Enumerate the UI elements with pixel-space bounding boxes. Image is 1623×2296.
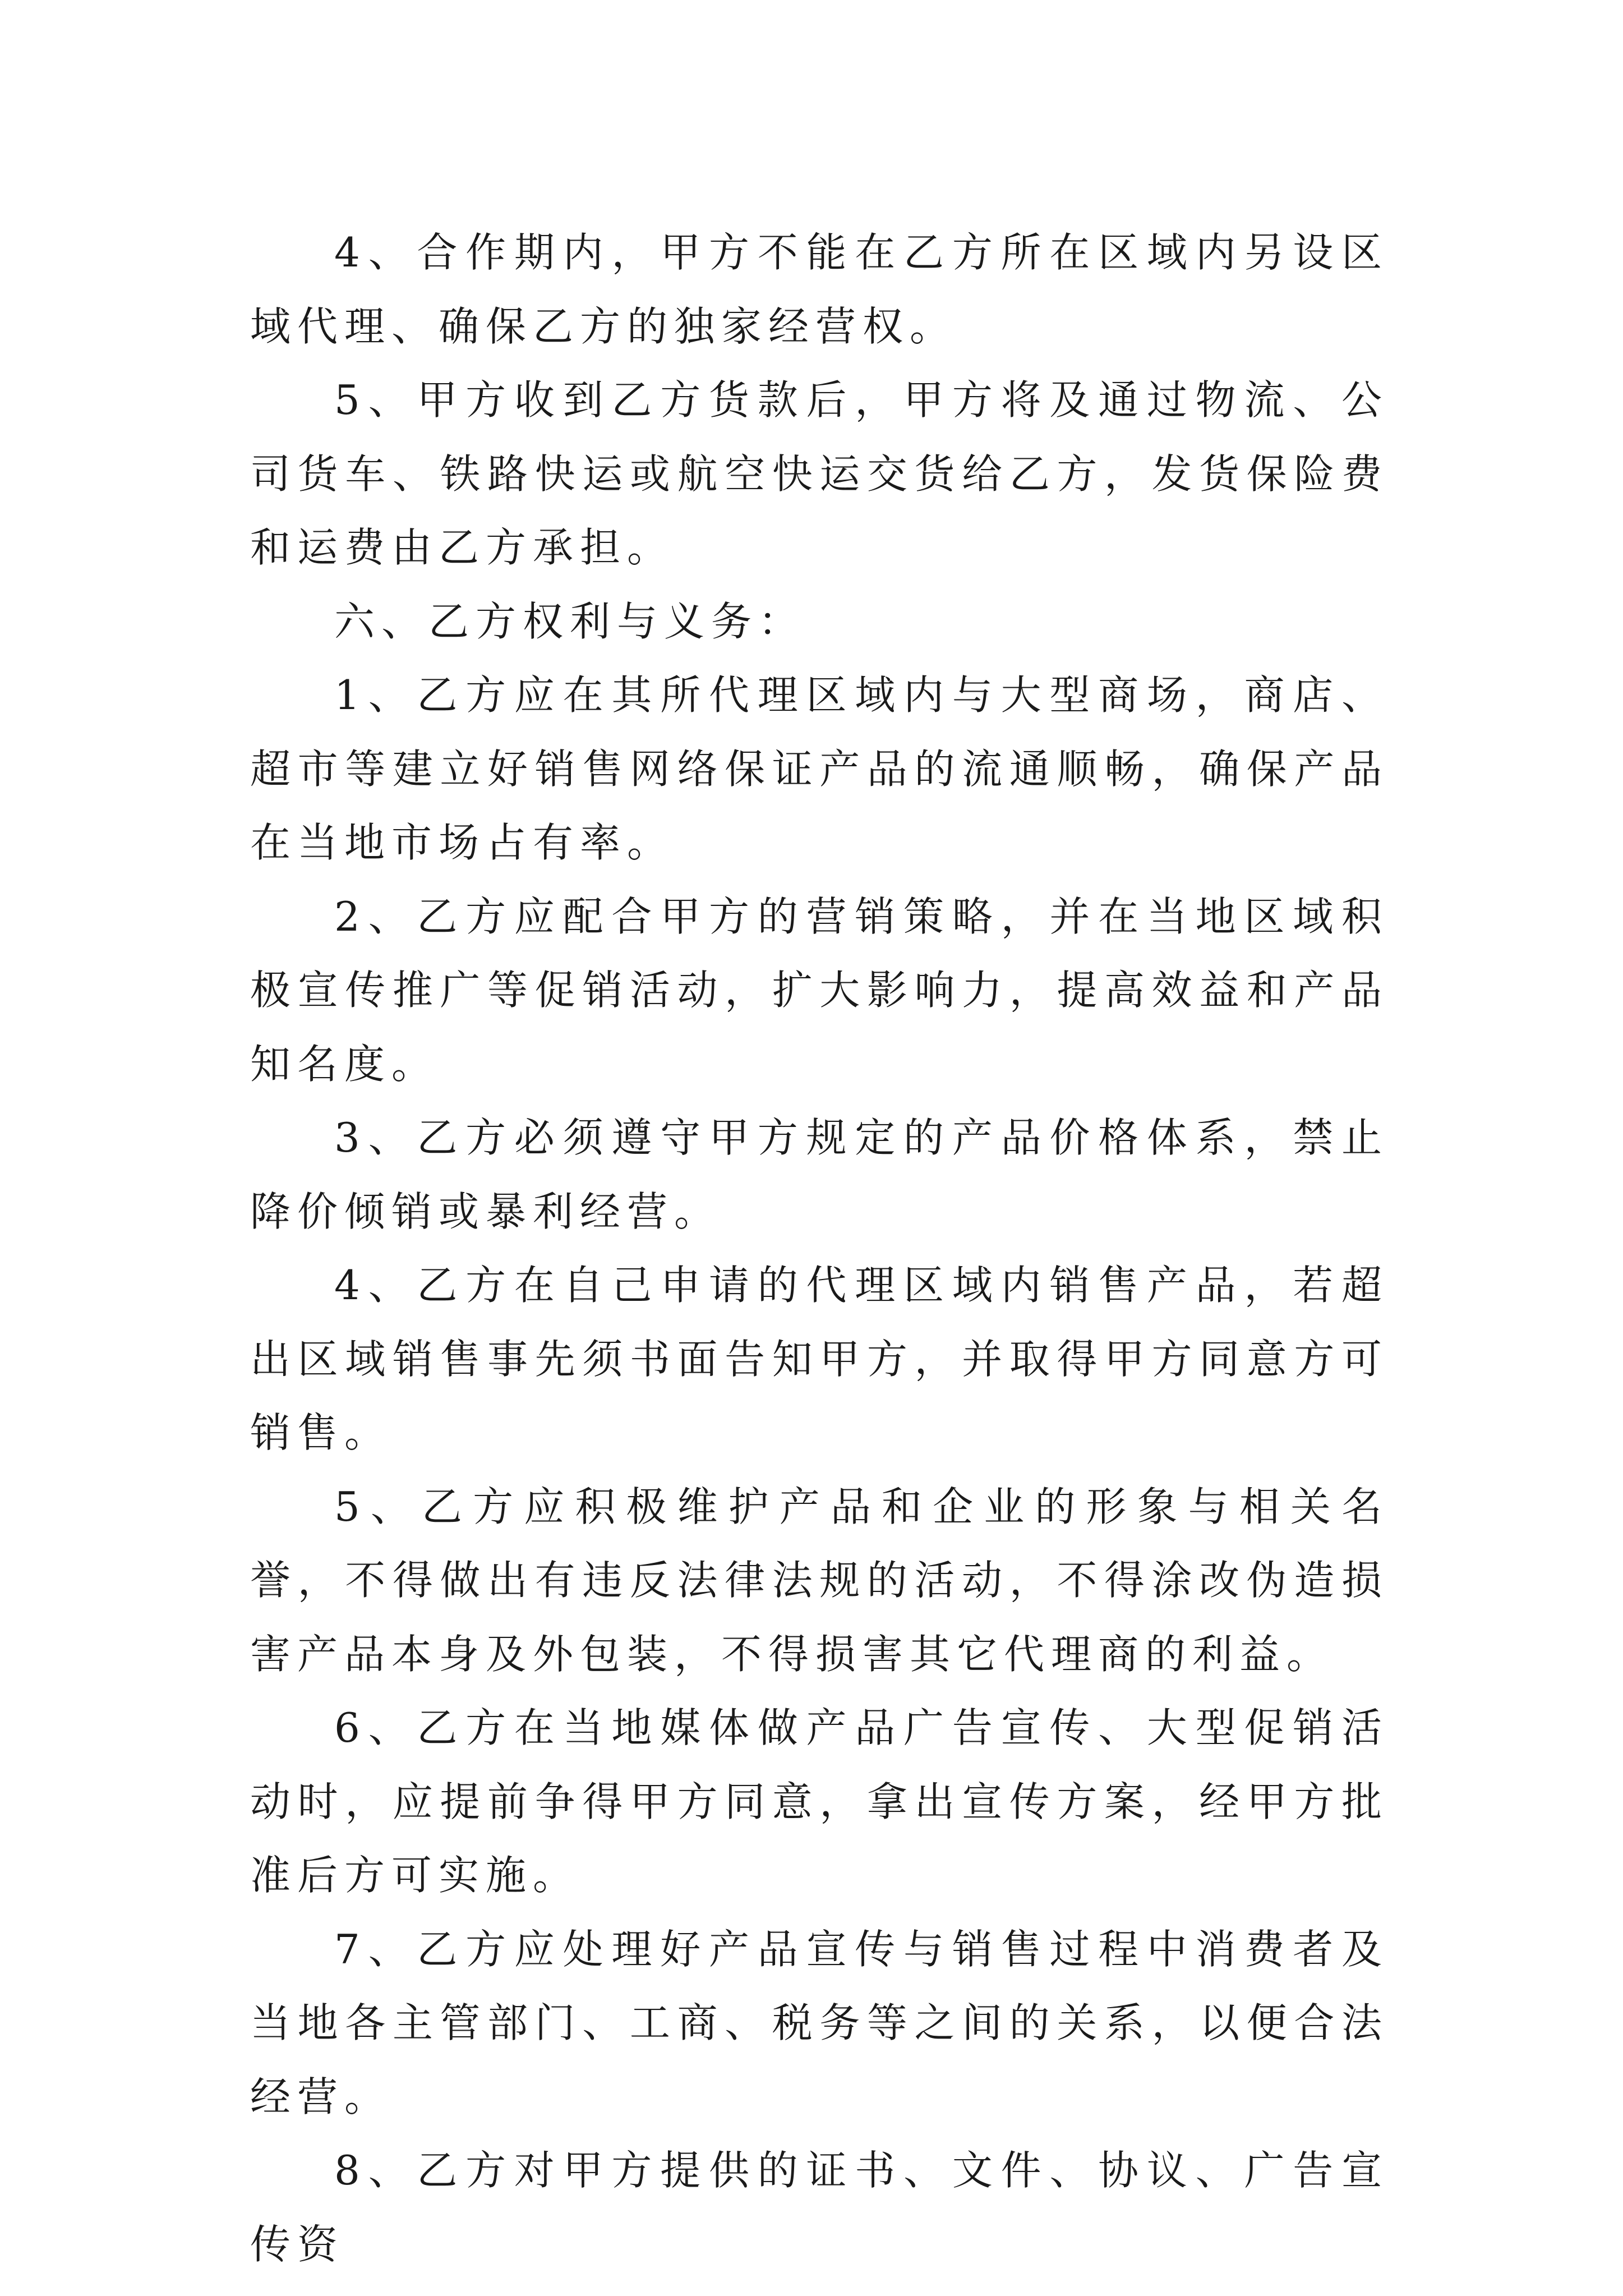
paragraph-b-clause-7: 7、乙方应处理好产品宣传与销售过程中消费者及当地各主管部门、工商、税务等之间的关系，以便合法经营。 [250,1925,1389,2120]
paragraph-clause-4-exclusive-rights: 4、合作期内，甲方不能在乙方所在区域内另设区域代理、确保乙方的独家经营权。 [250,229,1389,350]
paragraph-b-clause-3: 3、乙方必须遵守甲方规定的产品价格体系，禁止降价倾销或暴利经营。 [250,1114,1389,1235]
document-body [250,216,1389,2281]
paragraph-clause-5-delivery: 5、甲方收到乙方货款后，甲方将及通过物流、公司货车、铁路快运或航空快运交货给乙方，发货保险费和运费由乙方承担。 [250,376,1389,571]
paragraph-b-clause-8: 8、乙方对甲方提供的证书、文件、协议、广告宣传资 [250,2147,1389,2268]
paragraph-b-clause-1: 1、乙方应在其所代理区域内与大型商场，商店、超市等建立好销售网络保证产品的流通顺畅，确保产品在当地市场占有率。 [250,671,1389,866]
section-heading-party-b-rights: 六、乙方权利与义务： [334,597,806,645]
paragraph-b-clause-5: 5、乙方应积极维护产品和企业的形象与相关名誉，不得做出有违反法律法规的活动，不得涂改伪造损害产品本身及外包装，不得损害其它代理商的利益。 [250,1483,1389,1678]
paragraph-b-clause-4: 4、乙方在自己申请的代理区域内销售产品，若超出区域销售事先须书面告知甲方，并取得甲方同意方可销售。 [250,1262,1389,1456]
paragraph-b-clause-6: 6、乙方在当地媒体做产品广告宣传、大型促销活动时，应提前争得甲方同意，拿出宣传方案，经甲方批准后方可实施。 [250,1704,1389,1899]
paragraph-b-clause-2: 2、乙方应配合甲方的营销策略，并在当地区域积极宣传推广等促销活动，扩大影响力，提高效益和产品知名度。 [250,892,1389,1088]
